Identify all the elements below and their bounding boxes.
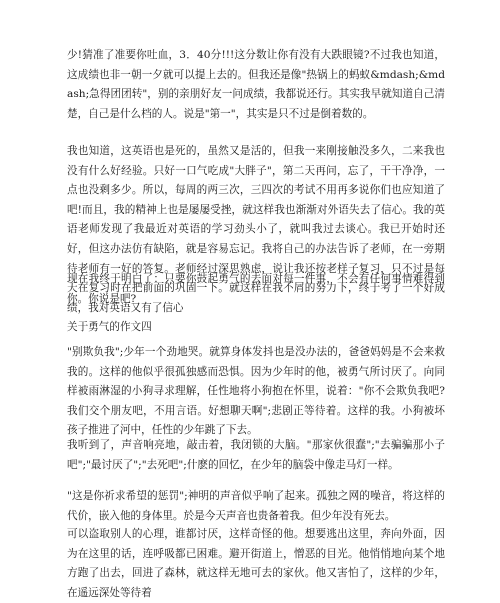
paragraph-7: 可以盗取别人的心理，谁都讨厌，这样奇怪的他。想要逃出这里，奔向外面，因为在这里的话，连呼吸都已困难。避开街道上，憎恶的目光。他悄悄地向某个地方跑了出去，回进了森林，就这样无地可去的家伙。他又害怕了，这样的少年，在遥远深处等待着: [67, 528, 445, 599]
paragraph-4: "别欺负我";少年一个劲地哭。就算身体发抖也是没办法的，爸爸妈妈是不会来救我的。这样的他似乎很孤独感而恐惧。因为少年时的他，被勇气所讨厌了。向同样被雨淋湿的小狗寻求理解，任性地将小狗抱在怀里，说着："你不会欺负我吧?我们交个朋友吧，不用言语。好想聊天啊";悲剧正等待着。这样的我。小狗被坏孩子推进了河中，任性的少年跳了下去。: [67, 346, 445, 437]
paragraph-1: 少!猜准了准要你吐血，3．40分!!!这分数让你有没有大跌眼镜?不过我也知道，这成绩也非一朝一夕就可以提上去的。但我还是像"热锅上的蚂蚁&mdash;&mdash;急得团团转"，别的亲朋好友一问成绩，我都说还行。其实我早就知道自己清楚，自己是什么档的人。说是"第一"，其实是只不过是倒着数的。: [67, 49, 445, 120]
paragraph-6: "这是你祈求希望的惩罚";神明的声音似乎响了起来。孤独之网的噪音，将这样的代价，嵌入他的身体里。於是今天声音也贵备着我。但少年没有死去。: [67, 490, 445, 522]
paragraph-5: 我听到了，声音响亮地，敲击着，我闭锁的大脑。"那家伙很蠢";"去骗骗那小子吧";"最讨厌了";"去死吧";什麽的回忆，在少年的脑袋中像走马灯一样。: [67, 439, 445, 471]
paragraph-3: 现在我终于明白了：只要你鼓起勇气的去面对每一件事，不会有任何事情难得到你。你说是吧?: [67, 273, 445, 305]
paragraph-2: 我也知道，这英语也是死的，虽然又是活的，但我一来刚接触没多久，二来我也没有什么好经验。只好一口气吃成"大胖子"，第二天再问，忘了，干干净净，一点也没剩多少。所以，每周的两三次，三四次的考试不用再多说你们也应知道了吧!而且，我的精神上也是屡屡受挫，就这样我也渐渐对外语失去了信心。我的英语老师发现了我最近对英语的学习劲头小了，就叫我过去谈心。我已开始时还好，但这办法仿有缺陷，就是容易忘记。我将自己的办法告诉了老师，在一旁期待老师有一好的答复。老师经过深思熟虑，说让我还按老样子复习，只不过是每天在复习时在把前面的巩固一下。就这样在我不屑的努力下，终于考了一个好成绩，我对英语又有了信心: [67, 145, 445, 314]
section-heading: 关于勇气的作文四: [67, 321, 152, 333]
